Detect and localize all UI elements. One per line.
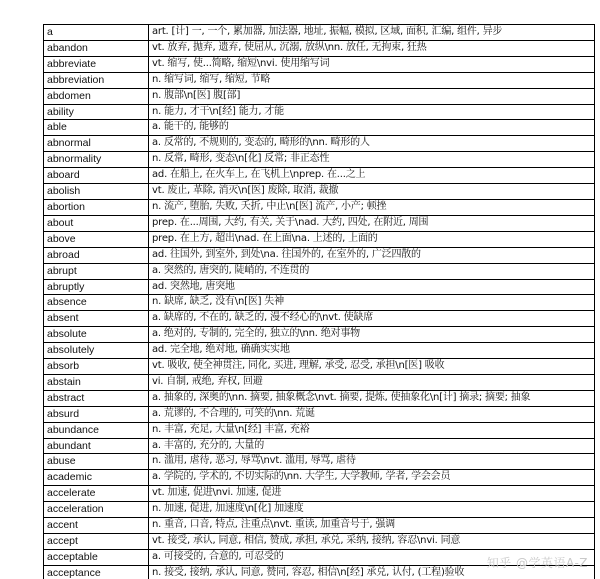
entry-definition: ad. 往国外, 到室外, 到处\na. 往国外的, 在室外的, 广泛四散的 [149,247,595,263]
table-row [44,486,595,502]
entry-word: abandon [44,40,149,56]
entry-word: above [44,231,149,247]
entry-word: acceptable [44,549,149,565]
table-row [44,343,595,359]
table-row [44,279,595,295]
table-row [44,40,595,56]
table-row [44,215,595,231]
vocabulary-rows [44,25,595,579]
table-row [44,25,595,41]
entry-definition: ad. 突然地, 唐突地 [149,279,595,295]
entry-word: abolish [44,184,149,200]
table-row [44,406,595,422]
entry-word: acceleration [44,502,149,518]
entry-word: abnormal [44,136,149,152]
entry-definition: n. 丰富, 充足, 大量\n[经] 丰富, 充裕 [149,422,595,438]
entry-word: absurd [44,406,149,422]
entry-word: absorb [44,359,149,375]
entry-definition: ad. 在船上, 在火车上, 在飞机上\nprep. 在...之上 [149,168,595,184]
entry-definition: n. 缺席, 缺乏, 没有\n[医] 失神 [149,295,595,311]
table-row [44,104,595,120]
table-row [44,518,595,534]
entry-definition: a. 抽象的, 深奥的\nn. 摘要, 抽象概念\nvt. 摘要, 提炼, 使抽象化\n[计] 摘录; 摘要; 抽象 [149,390,595,406]
vocabulary-table [43,24,595,579]
entry-definition: vt. 缩写, 使...简略, 缩短\nvi. 使用缩写词 [149,56,595,72]
entry-definition: a. 可接受的, 合意的, 可忍受的 [149,549,595,565]
table-row [44,88,595,104]
table-row [44,184,595,200]
entry-definition: vt. 接受, 承认, 同意, 相信, 赞成, 承担, 承兑, 采纳, 接纳, 容忍\nvi. 同意 [149,534,595,550]
table-row [44,295,595,311]
entry-word: acceptance [44,565,149,579]
entry-definition: a. 荒谬的, 不合理的, 可笑的\nn. 荒诞 [149,406,595,422]
table-row [44,199,595,215]
entry-definition: vi. 自制, 戒绝, 弃权, 回避 [149,374,595,390]
entry-word: abstain [44,374,149,390]
entry-definition: a. 学院的, 学术的, 不切实际的\nn. 大学生, 大学教师, 学者, 学会会员 [149,470,595,486]
entry-word: absolutely [44,343,149,359]
entry-word: abbreviate [44,56,149,72]
entry-definition: vt. 吸收, 使全神贯注, 同化, 买进, 理解, 承受, 忍受, 承担\n[医] 吸收 [149,359,595,375]
entry-word: abnormality [44,152,149,168]
entry-definition: n. 反常, 畸形, 变态\n[化] 反常; 非正态性 [149,152,595,168]
entry-word: abrupt [44,263,149,279]
table-row [44,152,595,168]
table-row [44,502,595,518]
entry-word: accept [44,534,149,550]
entry-definition: vt. 废止, 革除, 消灭\n[医] 废除, 取消, 裁撤 [149,184,595,200]
table-row [44,454,595,470]
entry-word: abundant [44,438,149,454]
watermark: 知乎 @学英语A-Z [486,556,588,570]
entry-definition: prep. 在上方, 超出\nad. 在上面\na. 上述的, 上面的 [149,231,595,247]
entry-word: about [44,215,149,231]
entry-definition: n. 滥用, 虐待, 恶习, 辱骂\nvt. 滥用, 辱骂, 虐待 [149,454,595,470]
table-row [44,438,595,454]
entry-word: able [44,120,149,136]
entry-definition: n. 缩写词, 缩写, 缩短, 节略 [149,72,595,88]
entry-definition: art. [计] 一, 一个, 累加器, 加法器, 地址, 振幅, 模拟, 区域, 面积, 汇编, 组件, 异步 [149,25,595,41]
table-row [44,231,595,247]
entry-word: absolute [44,327,149,343]
entry-definition: n. 重音, 口音, 特点, 注重点\nvt. 重读, 加重音号于, 强调 [149,518,595,534]
entry-definition: a. 缺席的, 不在的, 缺乏的, 漫不经心的\nvt. 使缺席 [149,311,595,327]
entry-word: ability [44,104,149,120]
table-row [44,56,595,72]
table-row [44,263,595,279]
table-row [44,359,595,375]
entry-definition: a. 绝对的, 专制的, 完全的, 独立的\nn. 绝对事物 [149,327,595,343]
entry-definition: n. 接受, 接纳, 承认, 同意, 赞同, 容忍, 相信\n[经] 承兑, 认付, (工程)验收 [149,565,595,579]
entry-word: abortion [44,199,149,215]
entry-definition: n. 腹部\n[医] 腹[部] [149,88,595,104]
table-row [44,136,595,152]
table-row [44,168,595,184]
table-row [44,247,595,263]
table-row [44,120,595,136]
entry-word: a [44,25,149,41]
entry-definition: n. 加速, 促进, 加速度\n[化] 加速度 [149,502,595,518]
entry-definition: a. 反常的, 不规则的, 变态的, 畸形的\nn. 畸形的人 [149,136,595,152]
entry-definition: a. 能干的, 能够的 [149,120,595,136]
entry-definition: n. 流产, 堕胎, 失败, 夭折, 中止\n[医] 流产, 小产; 顿挫 [149,199,595,215]
table-row [44,470,595,486]
entry-word: academic [44,470,149,486]
entry-definition: a. 突然的, 唐突的, 陡峭的, 不连贯的 [149,263,595,279]
entry-definition: vt. 加速, 促进\nvi. 加速, 促进 [149,486,595,502]
entry-word: abroad [44,247,149,263]
entry-word: abdomen [44,88,149,104]
entry-word: abbreviation [44,72,149,88]
table-row [44,72,595,88]
table-row [44,390,595,406]
entry-word: absent [44,311,149,327]
entry-word: abstract [44,390,149,406]
entry-word: absence [44,295,149,311]
entry-definition: vt. 放弃, 抛弃, 遗弃, 使屈从, 沉溺, 放纵\nn. 放任, 无拘束, 狂热 [149,40,595,56]
entry-definition: prep. 在...周围, 大约, 有关, 关于\nad. 大约, 四处, 在附近, 周围 [149,215,595,231]
table-row [44,422,595,438]
table-row [44,327,595,343]
entry-definition: ad. 完全地, 绝对地, 确确实实地 [149,343,595,359]
entry-definition: a. 丰富的, 充分的, 大量的 [149,438,595,454]
entry-word: accelerate [44,486,149,502]
entry-definition: n. 能力, 才干\n[经] 能力, 才能 [149,104,595,120]
entry-word: aboard [44,168,149,184]
table-row [44,534,595,550]
entry-word: accent [44,518,149,534]
entry-word: abuse [44,454,149,470]
table-row [44,374,595,390]
entry-word: abruptly [44,279,149,295]
entry-word: abundance [44,422,149,438]
table-row [44,311,595,327]
